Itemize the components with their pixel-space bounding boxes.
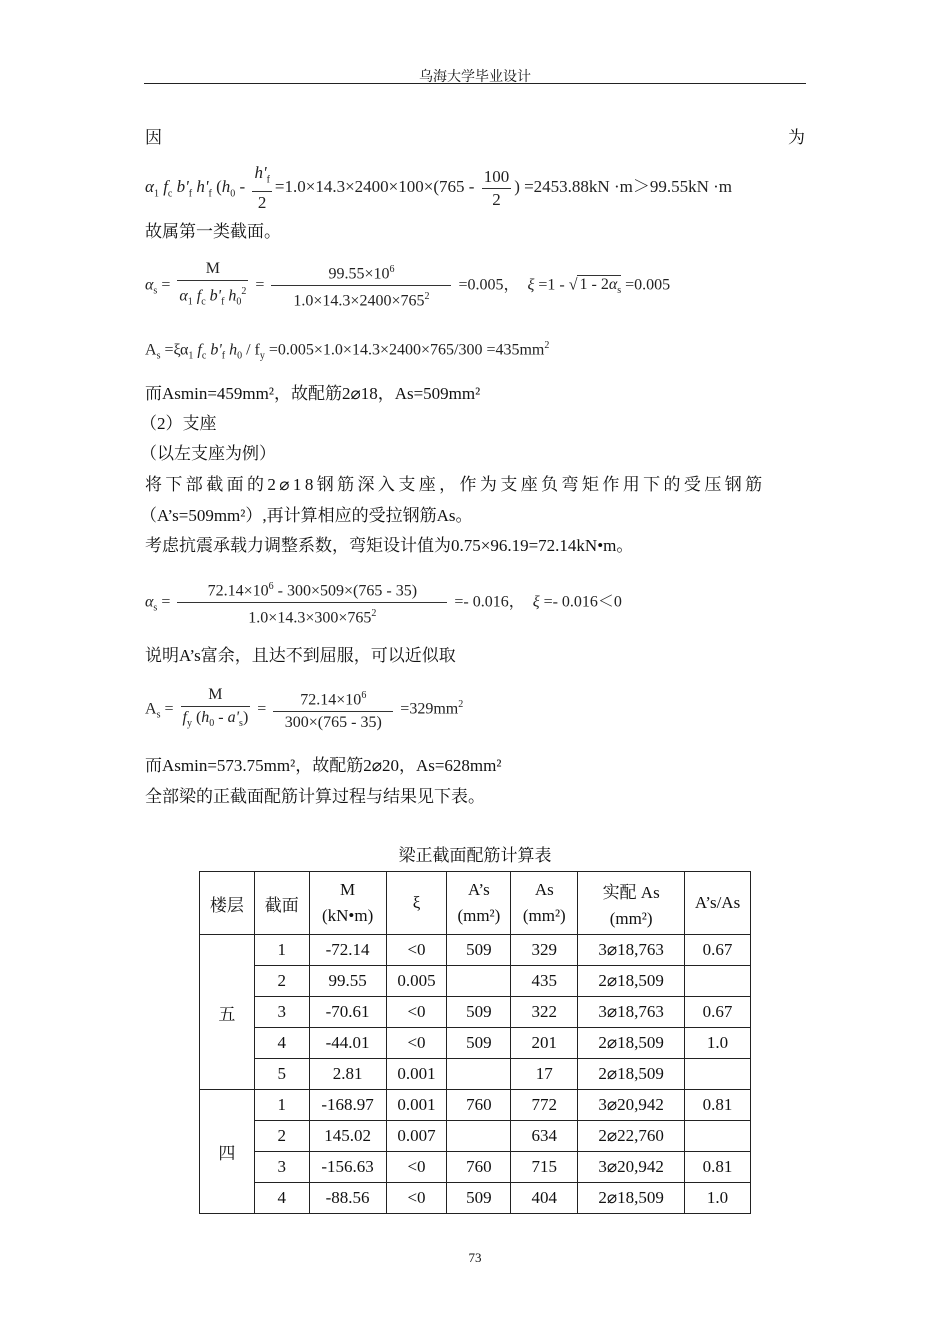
header-moment: M (kN•m) [309,872,386,935]
cell-actual: 3⌀18,763 [578,997,685,1028]
cell-section: 3 [254,1152,309,1183]
cell-actual: 2⌀18,509 [578,1059,685,1090]
table-row [200,1059,751,1090]
header-xi: ξ [386,872,447,935]
equation-3: $A_s =\xi\alpha_1$ $f_c$ $b'_f$ $h_0 / f_y =0.005\times 1.0\times 14.3\times 2400\times 765/300 =435mm^2$ [145,340,550,362]
table-row [200,935,751,966]
cell-section: 4 [254,1028,309,1059]
cell-ratio [685,966,751,997]
cell-ratio [685,1059,751,1090]
cell-actual: 2⌀18,509 [578,1028,685,1059]
cell-actual: 3⌀20,942 [578,1152,685,1183]
table-row [200,1121,751,1152]
cell-ratio: 1.0 [685,1028,751,1059]
reinforcement-line-1: 而Asmin=459mm²，故配筋2⌀18，As=509mm² [145,384,481,403]
table-row [200,966,751,997]
header-actual: 实配 As (mm²) [578,872,685,935]
cell-as-comp: 509 [447,1183,511,1214]
header-as: As (mm²) [511,872,578,935]
cell-section: 5 [254,1059,309,1090]
cell-moment: -44.01 [309,1028,386,1059]
cell-xi: <0 [386,1028,447,1059]
cell-ratio: 0.67 [685,997,751,1028]
equation-2: $\alpha_s$ = $\frac{M}{\alpha_1 f_c b'_f h_0^2}$ = $\frac{99.55\times 10^6}{1.0\times 14.3\times 2400\times 765^2}$ =0.005， ξ =1 - √ $1 - 2\alpha_s =0.005$ [145,260,671,310]
cell-ratio: 0.81 [685,1090,751,1121]
cell-section: 3 [254,997,309,1028]
cell-xi: 0.005 [386,966,447,997]
header-as-comp: A’s (mm²) [447,872,511,935]
cell-as: 404 [511,1183,578,1214]
cell-moment: 99.55 [309,966,386,997]
cell-as-comp [447,1059,511,1090]
table-row [200,1090,751,1121]
equation-5: $A_s$ = $\frac{M}{f_y (h_0 - a'_s)}$ = $\frac{72.14\times 10^6}{300\times(765 - 35)}$ $=329mm^2$ [145,686,464,732]
beam-reinforcement-table [199,871,751,1214]
cell-actual: 2⌀18,509 [578,966,685,997]
cell-xi: <0 [386,997,447,1028]
because-right: 为 [788,128,805,147]
paragraph-1-line-2: （A’s=509mm²）,再计算相应的受拉钢筋As。 [140,506,473,525]
cell-as: 715 [511,1152,578,1183]
cell-floor: 四 [200,1090,255,1214]
table-row [200,1183,751,1214]
page-number: 73 [468,1250,482,1265]
cell-xi: 0.007 [386,1121,447,1152]
table-row [200,1028,751,1059]
cell-ratio: 1.0 [685,1183,751,1214]
cell-section: 1 [254,935,309,966]
cell-section: 4 [254,1183,309,1214]
cell-xi: 0.001 [386,1090,447,1121]
cell-section: 2 [254,966,309,997]
cell-as-comp: 760 [447,1152,511,1183]
equation-1: $\alpha_1$ $f_c$ $b'_f$ $h'_f$ ($h_0$ - $\frac{h'_f}{2}$ =1.0×14.3×2400×100×(765 - $\frac{100}{2}$ ) =2453.88kN ·m＞99.55kN ·m [145,163,733,213]
paragraph-4: 全部梁的正截面配筋计算过程与结果见下表。 [145,787,485,806]
cell-floor: 五 [200,935,255,1090]
conclusion-first-type: 故属第一类截面。 [145,222,281,241]
cell-moment: -70.61 [309,997,386,1028]
cell-as: 201 [511,1028,578,1059]
table-row [200,997,751,1028]
support-heading: （2）支座 [140,414,217,433]
header-floor: 楼层 [200,872,255,935]
cell-section: 1 [254,1090,309,1121]
cell-as-comp: 509 [447,935,511,966]
cell-as: 435 [511,966,578,997]
paragraph-3: 说明A’s富余，且达不到屈服，可以近似取 [145,646,456,665]
cell-as: 634 [511,1121,578,1152]
cell-moment: -156.63 [309,1152,386,1183]
cell-xi: 0.001 [386,1059,447,1090]
cell-as-comp: 760 [447,1090,511,1121]
cell-actual: 2⌀18,509 [578,1183,685,1214]
cell-as: 322 [511,997,578,1028]
header-title: 乌海大学毕业设计 [419,70,531,85]
cell-xi: <0 [386,935,447,966]
cell-xi: <0 [386,1183,447,1214]
cell-as: 329 [511,935,578,966]
support-example: （以左支座为例） [140,444,276,463]
because-left: 因 [145,128,162,147]
paragraph-1-line-1: 将下部截面的2⌀18钢筋深入支座，作为支座负弯矩作用下的受压钢筋 [145,475,766,494]
header-rule [144,83,806,84]
cell-ratio: 0.67 [685,935,751,966]
cell-actual: 2⌀22,760 [578,1121,685,1152]
cell-xi: <0 [386,1152,447,1183]
equation-4: $\alpha_s$ = $\frac{72.14\times 10^6 - 300\times 509\times(765 - 35)}{1.0\times 14.3\times 300\times 765^2}$ =- 0.016， ξ =- 0.016＜0 [145,576,622,630]
cell-as-comp [447,1121,511,1152]
cell-section: 2 [254,1121,309,1152]
cell-as-comp [447,966,511,997]
table-row [200,1152,751,1183]
cell-as-comp: 509 [447,1028,511,1059]
header-section: 截面 [254,872,309,935]
cell-ratio [685,1121,751,1152]
table-caption: 梁正截面配筋计算表 [398,846,552,865]
cell-moment: -72.14 [309,935,386,966]
cell-moment: 2.81 [309,1059,386,1090]
cell-moment: -88.56 [309,1183,386,1214]
cell-as: 772 [511,1090,578,1121]
table-header-row [200,872,751,935]
paragraph-2: 考虑抗震承载力调整系数，弯矩设计值为0.75×96.19=72.14kN•m。 [145,536,634,555]
cell-as: 17 [511,1059,578,1090]
reinforcement-line-2: 而Asmin=573.75mm²，故配筋2⌀20，As=628mm² [145,756,502,775]
cell-actual: 3⌀18,763 [578,935,685,966]
header-ratio: A’s/As [685,872,751,935]
cell-moment: 145.02 [309,1121,386,1152]
cell-moment: -168.97 [309,1090,386,1121]
cell-actual: 3⌀20,942 [578,1090,685,1121]
cell-as-comp: 509 [447,997,511,1028]
cell-ratio: 0.81 [685,1152,751,1183]
